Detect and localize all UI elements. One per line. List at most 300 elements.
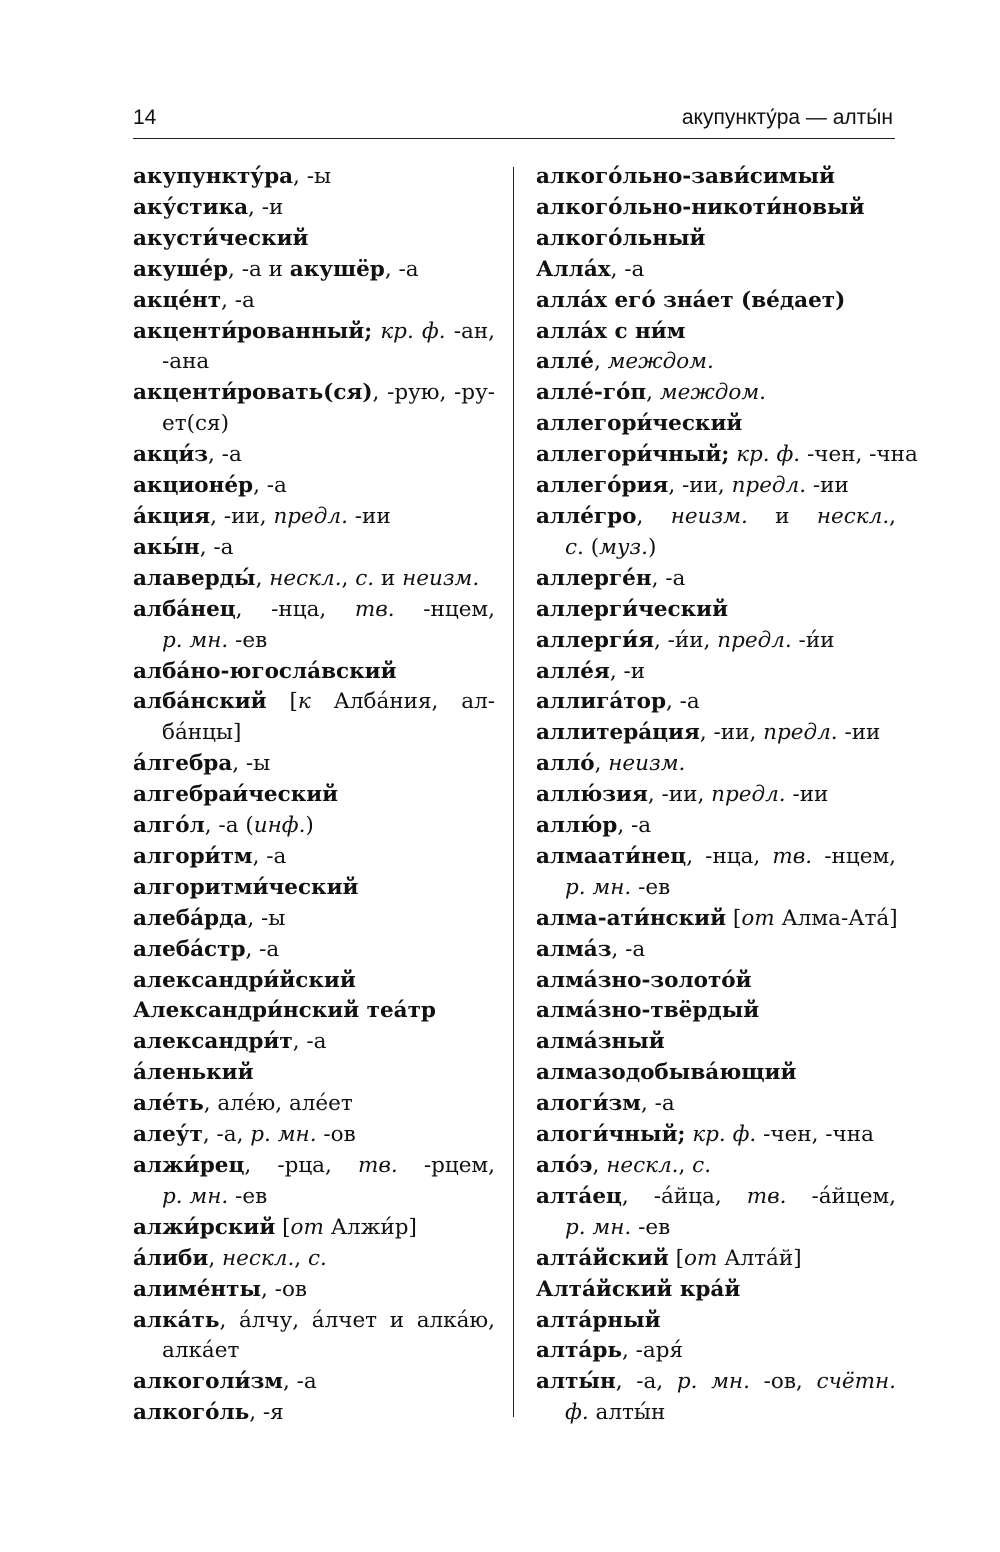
entry-text: , -а <box>252 843 287 869</box>
grammar-label: нескл. <box>816 503 890 529</box>
entry-text: , -рую, -ру- <box>372 380 495 406</box>
entry-text: , -а <box>666 689 700 715</box>
dictionary-entry <box>133 811 495 842</box>
headword: алжи́рский <box>133 1214 276 1240</box>
entry-line <box>133 533 495 564</box>
entry-continuation-line <box>536 533 896 564</box>
dictionary-entry <box>133 1151 495 1213</box>
entry-line <box>133 440 495 471</box>
entry-line <box>133 687 495 718</box>
dictionary-entry <box>133 996 495 1027</box>
headword: алгори́тм <box>133 843 253 869</box>
dictionary-entry <box>536 193 896 224</box>
entry-text: Алма-Ата́] <box>774 905 898 931</box>
entry-text: , -а <box>611 936 646 962</box>
entry-text: , а́лчу, а́лчет и алка́ю, <box>219 1307 495 1333</box>
headword: алоги́чный; <box>536 1122 686 1148</box>
headword: алмазодобыва́ющий <box>536 1060 797 1086</box>
dictionary-entry <box>133 1213 495 1244</box>
grammar-label: кр. ф. <box>380 318 446 344</box>
entry-text: , -а <box>199 534 234 560</box>
entry-text: [ <box>668 1245 685 1271</box>
entry-line <box>133 564 495 595</box>
dictionary-entry <box>536 224 896 255</box>
entry-continuation-line <box>133 1336 495 1367</box>
grammar-label: нескл. <box>606 1153 679 1178</box>
dictionary-entry <box>133 873 495 904</box>
headword: алкого́льный <box>536 225 706 251</box>
entry-text: -ев <box>631 1214 671 1240</box>
grammar-label: ф. <box>565 1400 589 1426</box>
headword: алла́х его́ зна́ет (ве́дает) <box>536 287 846 313</box>
dictionary-entry <box>536 286 896 317</box>
headword: алта́йский <box>536 1245 669 1271</box>
grammar-label: предл. <box>763 720 838 746</box>
headword: акценти́рованный; <box>133 318 373 344</box>
entry-line <box>536 904 896 935</box>
entry-line <box>133 1058 495 1089</box>
entry-line <box>536 1058 896 1089</box>
column-divider <box>513 167 514 1417</box>
entry-text: -ии <box>806 473 849 499</box>
entry-text: , -а <box>617 813 652 839</box>
grammar-label: р. мн. <box>565 874 632 900</box>
entry-line <box>536 471 896 502</box>
entry-continuation-line <box>133 347 495 378</box>
entry-text: и <box>747 503 817 529</box>
dictionary-entry <box>536 1367 896 1429</box>
entry-text: , -я <box>249 1400 284 1426</box>
headword: а́лгебра <box>133 751 233 777</box>
dictionary-entry <box>536 317 896 348</box>
entry-line <box>133 193 495 224</box>
entry-text: , -а <box>221 287 255 313</box>
entry-text: [ <box>275 1214 291 1240</box>
dictionary-entry <box>133 749 495 780</box>
entry-line <box>536 657 896 688</box>
headword: алта́рь <box>536 1338 622 1364</box>
entry-text: , -а <box>253 473 287 499</box>
dictionary-entry <box>133 966 495 997</box>
headword: аллегори́чный; <box>536 442 730 468</box>
entry-line <box>536 564 896 595</box>
dictionary-entry <box>536 409 896 440</box>
dictionary-entry <box>133 286 495 317</box>
entry-text: -ан, <box>445 318 495 344</box>
headword: алиме́нты <box>133 1276 262 1302</box>
headword: аку́стика <box>133 194 249 220</box>
headword: алоги́зм <box>536 1091 641 1117</box>
dictionary-entry <box>133 657 495 688</box>
left-column <box>133 162 495 1429</box>
entry-text: алка́ет <box>162 1338 240 1364</box>
headword: алба́нец <box>133 596 236 622</box>
entry-text: , <box>594 751 609 777</box>
entry-line <box>133 255 495 286</box>
grammar-label: инф. <box>253 813 306 839</box>
entry-line <box>133 162 495 193</box>
entry-text: -ев <box>631 874 671 900</box>
grammar-label: неизм. <box>608 751 686 777</box>
headword: алле́-го́п <box>536 380 647 406</box>
dictionary-entry <box>133 471 495 502</box>
entry-line <box>133 595 495 626</box>
headword: аллерге́н <box>536 565 652 591</box>
entry-text: Алта́й] <box>717 1245 802 1271</box>
grammar-label: нескл. <box>269 565 342 591</box>
dictionary-entry <box>536 1027 896 1058</box>
grammar-label: неизм. <box>670 503 748 529</box>
dictionary-entry <box>133 564 495 595</box>
dictionary-entry <box>133 935 495 966</box>
entry-line <box>536 502 896 533</box>
dictionary-entry <box>536 1182 896 1244</box>
entry-text: , -а <box>282 1369 317 1395</box>
entry-line <box>133 1027 495 1058</box>
headword: Алла́х <box>536 256 611 282</box>
headword: акушёр <box>289 256 385 282</box>
entry-text: -рцем, <box>397 1153 495 1178</box>
entry-line <box>536 162 896 193</box>
headword: алаверды́ <box>133 565 256 591</box>
entry-line <box>133 1275 495 1306</box>
headword: алба́нский <box>133 689 267 715</box>
headword: а́ленький <box>133 1060 254 1086</box>
entry-text: , -а <box>640 1091 675 1117</box>
entry-line <box>536 1151 896 1182</box>
entry-text: -ии <box>837 720 881 746</box>
dictionary-entry <box>536 1058 896 1089</box>
grammar-label: нескл. <box>222 1245 295 1271</box>
entry-line <box>536 255 896 286</box>
entry-text: -а́йцем, <box>786 1183 896 1209</box>
headword: александри́йский <box>133 967 356 993</box>
dictionary-entry <box>133 378 495 440</box>
grammar-label: р. мн. <box>162 627 229 653</box>
entry-line <box>133 842 495 873</box>
headword: акупункту́ра <box>133 164 294 189</box>
entry-text: , -ы <box>247 905 286 931</box>
entry-line <box>536 718 896 749</box>
entry-line <box>133 502 495 533</box>
entry-text: ( <box>583 534 600 560</box>
dictionary-entry <box>536 966 896 997</box>
headword: алма́зно-золото́й <box>536 967 752 993</box>
entry-continuation-line <box>536 1213 896 1244</box>
dictionary-entry <box>536 440 918 471</box>
entry-text: -ии <box>785 782 829 808</box>
entry-text: -нцем, <box>812 843 896 869</box>
entry-text: , <box>294 1245 308 1271</box>
entry-text: и <box>374 565 403 591</box>
entry-text: -и́и <box>791 627 835 653</box>
dictionary-entry <box>133 533 495 564</box>
entry-continuation-line <box>133 626 495 657</box>
headword: алкого́льно-зави́симый <box>536 164 835 189</box>
entry-text: , -а <box>384 256 419 282</box>
grammar-label: с. <box>355 565 375 591</box>
headword: алма́з <box>536 936 612 962</box>
dictionary-entry <box>133 1244 495 1275</box>
entry-text: , -а <box>245 936 280 962</box>
entry-line <box>536 966 896 997</box>
entry-line <box>133 873 495 904</box>
entry-text: , <box>341 565 356 591</box>
entry-text: , <box>208 1245 222 1271</box>
entry-text: , <box>678 1153 693 1178</box>
entry-line <box>133 904 495 935</box>
grammar-label: предл. <box>711 782 786 808</box>
headword: аллига́тор <box>536 689 666 715</box>
headword: александри́т <box>133 1029 293 1055</box>
entry-text: ) <box>305 813 314 839</box>
dictionary-entry <box>536 378 896 409</box>
entry-line <box>133 317 495 348</box>
dictionary-entry <box>133 904 495 935</box>
headword: акусти́ческий <box>133 225 309 251</box>
entry-text: , -ии, <box>668 473 732 499</box>
headword: акционе́р <box>133 473 254 499</box>
entry-text: , -ии, <box>210 503 274 529</box>
dictionary-entry <box>536 842 896 904</box>
entry-line <box>536 1367 896 1398</box>
dictionary-entry <box>536 1120 896 1151</box>
headword: алкоголи́зм <box>133 1369 283 1395</box>
entry-text: Алба́ния, ал- <box>310 689 495 715</box>
entry-line <box>536 224 896 255</box>
entry-line <box>536 440 918 471</box>
entry-text: , -а, <box>202 1122 251 1148</box>
dictionary-entry <box>536 1244 896 1275</box>
grammar-label: кр. ф. <box>736 442 801 468</box>
headword: алба́но-югосла́вский <box>133 658 397 684</box>
entry-line <box>133 657 495 688</box>
headword: алкого́льно-никоти́новый <box>536 194 865 220</box>
entry-line <box>536 286 896 317</box>
page-number: 14 <box>133 106 157 129</box>
entry-line <box>536 842 896 873</box>
entry-text: , -а <box>651 565 686 591</box>
entry-line <box>536 193 896 224</box>
dictionary-entry <box>133 224 495 255</box>
dictionary-entry <box>536 626 896 657</box>
entry-text: , <box>889 503 897 529</box>
entry-text: , -ы <box>232 751 271 777</box>
header-rule <box>133 138 895 139</box>
grammar-label: неизм. <box>402 565 480 591</box>
headword: аллю́р <box>536 813 618 839</box>
entry-line <box>536 996 896 1027</box>
headword: а́либи <box>133 1245 209 1271</box>
entry-text: , <box>636 503 671 529</box>
entry-line <box>133 471 495 502</box>
headword: алта́ец <box>536 1183 622 1209</box>
grammar-label: к <box>297 689 311 715</box>
grammar-label: р. мн. <box>676 1369 750 1395</box>
entry-text: , -а, <box>615 1369 677 1395</box>
dictionary-entry <box>133 595 495 657</box>
grammar-label: тв. <box>746 1183 787 1209</box>
headword: алма-ати́нский <box>536 905 727 931</box>
grammar-label: от <box>290 1214 324 1240</box>
grammar-label: предл. <box>717 627 792 653</box>
entry-line <box>536 1306 896 1337</box>
headword: аллего́рия <box>536 473 669 499</box>
entry-text: , -а <box>208 442 242 468</box>
grammar-label: междом. <box>607 349 714 375</box>
entry-line <box>133 966 495 997</box>
entry-text: ба́нцы] <box>162 720 242 746</box>
grammar-label: от <box>741 905 775 931</box>
dictionary-entry <box>536 255 896 286</box>
entry-text: , -аря́ <box>621 1338 684 1364</box>
entry-text: -чен, -чна <box>800 442 918 468</box>
entry-continuation-line <box>536 1398 896 1429</box>
dictionary-entry <box>536 1306 896 1337</box>
headword: алеба́рда <box>133 905 248 931</box>
entry-line <box>133 224 495 255</box>
entry-text: , -и <box>248 194 284 220</box>
entry-line <box>536 1336 896 1367</box>
entry-text: , -и <box>609 658 646 684</box>
headword: алжи́рец <box>133 1153 245 1178</box>
headword: аллегори́ческий <box>536 411 743 437</box>
entry-text: , -ии, <box>647 782 712 808</box>
entry-continuation-line <box>133 1182 495 1213</box>
headword: акци́з <box>133 442 209 468</box>
entry-text: , -и́и, <box>653 627 718 653</box>
entry-text: , <box>592 1153 607 1178</box>
entry-line <box>133 811 495 842</box>
grammar-label: предл. <box>731 473 807 499</box>
headword: алла́х с ни́м <box>536 318 686 344</box>
entry-line <box>536 935 896 966</box>
dictionary-entry <box>536 1151 896 1182</box>
dictionary-entry <box>536 904 896 935</box>
headword: алма́зный <box>536 1029 665 1055</box>
grammar-label: тв. <box>354 596 395 622</box>
entry-text: , -ов <box>261 1276 307 1302</box>
entry-line <box>536 780 896 811</box>
entry-line <box>133 935 495 966</box>
entry-line <box>536 409 896 440</box>
dictionary-entry <box>133 255 495 286</box>
grammar-label: междом. <box>659 380 767 406</box>
entry-line <box>536 687 896 718</box>
grammar-label: муз. <box>599 534 648 560</box>
running-head: акупункту́ра — алты́н <box>681 106 893 129</box>
entry-text: -ев <box>228 1183 268 1209</box>
entry-text: , <box>593 349 608 375</box>
dictionary-entry <box>536 347 896 378</box>
headword: алло́ <box>536 751 595 777</box>
headword: аллерги́я <box>536 627 654 653</box>
grammar-label: тв. <box>357 1153 398 1178</box>
dictionary-entry <box>133 1120 495 1151</box>
entry-text: -ов, <box>749 1369 817 1395</box>
headword: алеу́т <box>133 1122 203 1148</box>
dictionary-entry <box>536 749 896 780</box>
grammar-label: от <box>684 1245 718 1271</box>
dictionary-entry <box>536 687 896 718</box>
dictionary-entry <box>133 1275 495 1306</box>
headword: алле́ <box>536 349 594 375</box>
entry-line <box>133 780 495 811</box>
entry-line <box>536 1089 896 1120</box>
entry-line <box>536 1182 896 1213</box>
entry-line <box>133 1367 495 1398</box>
entry-text: Алжи́р] <box>323 1214 417 1240</box>
headword: алеба́стр <box>133 936 246 962</box>
dictionary-entry <box>536 1336 896 1367</box>
entry-text: -ана <box>162 349 210 375</box>
dictionary-entry <box>133 317 495 379</box>
entry-text: , <box>646 380 660 406</box>
entry-line <box>536 811 896 842</box>
dictionary-entry <box>536 935 896 966</box>
dictionary-entry <box>133 1027 495 1058</box>
entry-line <box>133 286 495 317</box>
dictionary-entry <box>133 842 495 873</box>
entry-text: , -а́йца, <box>621 1183 747 1209</box>
entry-line <box>536 626 896 657</box>
dictionary-entry <box>133 1398 495 1429</box>
entry-line <box>133 996 495 1027</box>
dictionary-entry <box>536 1089 896 1120</box>
right-column <box>536 162 918 1429</box>
dictionary-entry <box>536 564 896 595</box>
dictionary-entry <box>536 657 896 688</box>
grammar-label: кр. ф. <box>692 1122 757 1148</box>
entry-line <box>536 378 896 409</box>
entry-text: , -а <box>610 256 645 282</box>
headword: алмаати́нец <box>536 843 687 869</box>
dictionary-entry <box>133 1306 495 1368</box>
dictionary-entry <box>133 162 495 193</box>
dictionary-entry <box>536 595 896 626</box>
dictionary-entry <box>536 780 896 811</box>
headword: акце́нт <box>133 287 222 313</box>
entry-text: ет(ся) <box>162 411 229 437</box>
headword: аллю́зия <box>536 782 648 808</box>
entry-text: , -нца, <box>686 843 773 869</box>
entry-line <box>536 749 896 780</box>
dictionary-entry <box>133 502 495 533</box>
entry-continuation-line <box>536 873 896 904</box>
dictionary-entry <box>133 1058 495 1089</box>
entry-text: , -а ( <box>204 813 254 839</box>
dictionary-entry <box>133 687 495 749</box>
entry-line <box>536 1275 896 1306</box>
headword: але́ть <box>133 1091 204 1117</box>
dictionary-entry <box>536 502 896 564</box>
entry-line <box>536 1244 896 1275</box>
headword: алта́рный <box>536 1307 661 1333</box>
dictionary-entry <box>133 1367 495 1398</box>
entry-text: -ии <box>347 503 391 529</box>
entry-line <box>133 749 495 780</box>
headword: Алта́йский кра́й <box>536 1276 741 1302</box>
headword: алма́зно-твёрдый <box>536 998 760 1024</box>
entry-text: , -а и <box>228 256 290 282</box>
entry-text: , -ы <box>293 164 332 189</box>
entry-text: , але́ю, але́ет <box>203 1091 353 1117</box>
dictionary-entry <box>536 162 896 193</box>
dictionary-entry <box>536 1275 896 1306</box>
dictionary-entry <box>536 471 896 502</box>
entry-text: ) <box>647 534 657 560</box>
grammar-label: с. <box>565 534 584 560</box>
